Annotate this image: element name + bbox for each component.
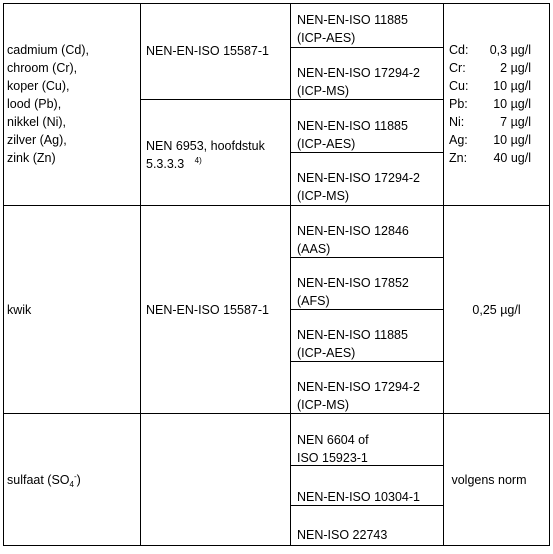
- mercury-analysis-3: [297, 326, 408, 362]
- metals-parameter-list: [7, 41, 89, 167]
- analysis-method: NEN-EN-ISO 11885: [297, 328, 408, 342]
- limit-ag: Ag: 10 µg/l: [449, 133, 531, 147]
- limit-ni: Ni: 7 µg/l: [449, 115, 531, 129]
- analysis-method: NEN-EN-ISO 17294-2: [297, 380, 420, 394]
- metals-analysis-2: [297, 64, 420, 100]
- limit-pb: Pb: 10 µg/l: [449, 97, 531, 111]
- metals-preparation-2-line1: NEN 6953, hoofdstuk: [146, 139, 265, 153]
- sulfate-limit: volgens norm: [451, 473, 527, 487]
- analysis-method: NEN-EN-ISO 17294-2: [297, 171, 420, 185]
- analysis-technique: (AAS): [297, 242, 331, 256]
- sulfate-parameter: [7, 471, 81, 491]
- table-bottom-border: [3, 545, 550, 546]
- metals-preparation-2: [146, 137, 265, 175]
- analysis-method: NEN-EN-ISO 17294-2: [297, 66, 420, 80]
- analysis-technique: (ICP-AES): [297, 137, 356, 151]
- analysis-technique: (ICP-MS): [297, 84, 350, 98]
- analysis-method: NEN 6604 of: [297, 433, 369, 447]
- sulfate-analysis-1: [297, 431, 369, 467]
- table-top-border: [3, 3, 550, 4]
- mercury-analysis-2: [297, 274, 409, 310]
- analysis-technique: (ICP-AES): [297, 346, 356, 360]
- analysis-technique: (ICP-MS): [297, 189, 350, 203]
- mercury-limit: 0,25 µg/l: [472, 303, 521, 317]
- mercury-analysis-4: [297, 378, 420, 414]
- footnote-marker: 4): [194, 156, 202, 165]
- metals-analysis-1: [297, 11, 408, 47]
- row-divider-1: [3, 205, 550, 206]
- metals-limit-list: [449, 41, 531, 167]
- table-left-border: [3, 3, 4, 546]
- mercury-parameter: kwik: [7, 303, 32, 317]
- sulfate-close-paren: ): [76, 473, 81, 487]
- sulfate-superscript: -: [73, 472, 77, 481]
- limit-zn: Zn: 40 ug/l: [449, 151, 531, 165]
- parameter-nikkel: nikkel (Ni),: [7, 115, 67, 129]
- sulfate-label: sulfaat (SO: [7, 473, 70, 487]
- analysis-method: NEN-EN-ISO 11885: [297, 13, 408, 27]
- limit-cd: Cd: 0,3 µg/l: [449, 43, 531, 57]
- analysis-method: NEN-EN-ISO 11885: [297, 119, 408, 133]
- analysis-method: NEN-EN-ISO 12846: [297, 224, 409, 238]
- parameter-lood: lood (Pb),: [7, 97, 62, 111]
- metals-preparation-1: NEN-EN-ISO 15587-1: [146, 44, 269, 58]
- column-divider-1: [140, 3, 141, 546]
- parameter-chroom: chroom (Cr),: [7, 61, 78, 75]
- analysis-technique: (ICP-AES): [297, 31, 356, 45]
- analysis-method: NEN-EN-ISO 17852: [297, 276, 409, 290]
- analysis-technique: (ICP-MS): [297, 398, 350, 412]
- row-divider-2: [3, 413, 550, 414]
- mercury-analysis-1: [297, 222, 409, 258]
- metals-analysis-3: [297, 117, 408, 153]
- parameter-zink: zink (Zn): [7, 151, 56, 165]
- subrow-divider-a: [290, 47, 444, 48]
- metals-preparation-2-line2: 5.3.3.3: [146, 157, 185, 171]
- analysis-method-alt: ISO 15923-1: [297, 451, 368, 465]
- table-right-border: [549, 3, 550, 546]
- parameter-cadmium: cadmium (Cd),: [7, 43, 89, 57]
- metals-analysis-4: [297, 169, 420, 205]
- sulfate-analysis-3: NEN-ISO 22743: [297, 528, 388, 542]
- mercury-preparation: NEN-EN-ISO 15587-1: [146, 303, 269, 317]
- limit-cr: Cr: 2 µg/l: [449, 61, 531, 75]
- analysis-technique: (AFS): [297, 294, 330, 308]
- parameter-zilver: zilver (Ag),: [7, 133, 67, 147]
- limit-cu: Cu: 10 µg/l: [449, 79, 531, 93]
- sulfate-subscript: 4: [69, 480, 74, 489]
- sulfate-analysis-2: NEN-EN-ISO 10304-1: [297, 490, 420, 504]
- parameter-koper: koper (Cu),: [7, 79, 70, 93]
